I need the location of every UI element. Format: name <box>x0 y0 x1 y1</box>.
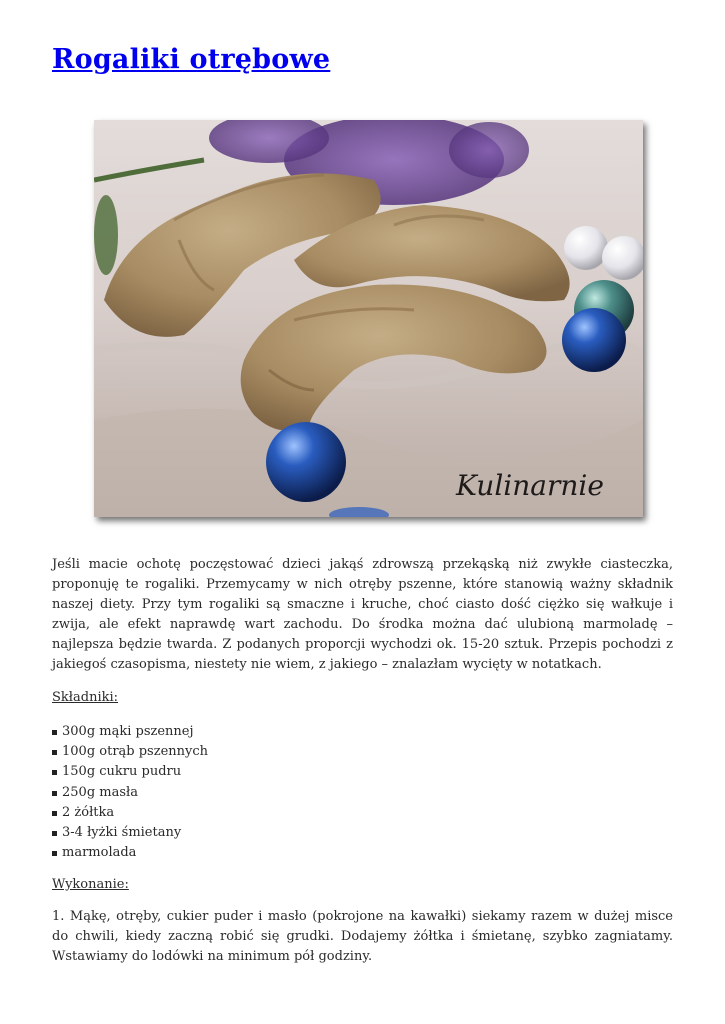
list-item: 150g cukru pudru <box>52 762 208 782</box>
list-item: marmolada <box>52 843 208 863</box>
bullet-icon <box>52 770 57 775</box>
list-item: 2 żółtka <box>52 803 208 823</box>
bullet-icon <box>52 730 57 735</box>
bullet-icon <box>52 811 57 816</box>
list-item: 100g otrąb pszennych <box>52 742 208 762</box>
recipe-photo <box>94 120 643 517</box>
list-item: 300g mąki pszennej <box>52 722 208 742</box>
recipe-photo-illustration <box>94 120 643 517</box>
ingredients-heading: Składniki: <box>52 690 119 705</box>
list-item: 3-4 łyżki śmietany <box>52 823 208 843</box>
bullet-icon <box>52 851 57 856</box>
bullet-icon <box>52 750 57 755</box>
bullet-icon <box>52 791 57 796</box>
watermark-text: Kulinarnie <box>456 469 604 502</box>
intro-paragraph: Jeśli macie ochotę poczęstować dzieci jakąś zdrowszą przekąską niż zwykłe ciasteczka, proponuję te rogaliki. Przemycamy w nich otręby pszenne, które stanowią ważny składnik naszej diety. Przy tym rogaliki są smaczne i kruche, choć ciasto dość ciężko się wałkuje i zwija, ale efekt naprawdę wart zachodu. Do środka można dać ulubioną marmoladę – najlepsza będzie twarda. Z podanych proporcji wychodzi ok. 15-20 sztuk. Przepis pochodzi z jakiegoś czasopisma, niestety nie wiem, z jakiego – znalazłam wycięty w notatkach. <box>52 557 673 672</box>
bullet-icon <box>52 831 57 836</box>
method-heading: Wykonanie: <box>52 877 129 892</box>
method-step-1: 1. Mąkę, otręby, cukier puder i masło (pokrojone na kawałki) siekamy razem w dużej misce do chwili, kiedy zaczną robić się grudki. Dodajemy żółtka i śmietanę, szybko zagniatamy. Wstawiamy do lodówki na minimum pół godziny. <box>52 909 673 964</box>
page-title[interactable]: Rogaliki otrębowe <box>52 44 331 75</box>
list-item: 250g masła <box>52 783 208 803</box>
ingredients-list <box>52 722 208 863</box>
